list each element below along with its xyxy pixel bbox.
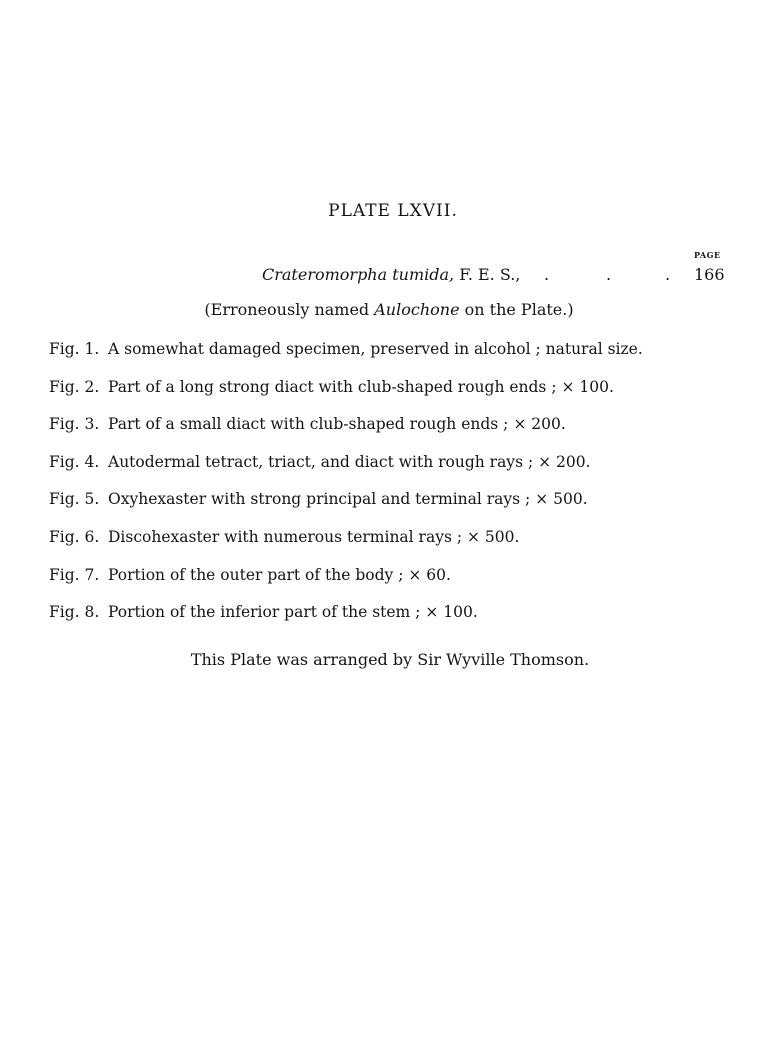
figure-description: Part of a small diact with club-shaped rough ends ; × 200.: [108, 415, 566, 434]
figure-item: [49, 453, 643, 491]
figure-label: Fig. 4.: [49, 452, 100, 471]
figure-item: [49, 415, 643, 453]
figure-list: [49, 340, 643, 641]
plate-title: PLATE LXVII.: [328, 201, 458, 221]
figure-label: Fig. 7.: [49, 565, 100, 584]
leader-dot: .: [544, 265, 550, 284]
figure-description: Oxyhexaster with strong principal and terminal rays ; × 500.: [108, 490, 588, 509]
figure-item: [49, 603, 643, 641]
leader-dot: .: [606, 265, 612, 284]
figure-label: Fig. 3.: [49, 415, 100, 434]
figure-label: Fig. 2.: [49, 377, 100, 396]
figure-item: [49, 378, 643, 416]
page-column-label: PAGE: [694, 250, 721, 260]
page-number: 166: [694, 265, 725, 284]
figure-label: Fig. 5.: [49, 490, 100, 509]
figure-label: Fig. 8.: [49, 603, 100, 622]
note-suffix: on the Plate.): [459, 300, 574, 319]
plate-credit: This Plate was arranged by Sir Wyville Thomson.: [190, 650, 590, 669]
figure-description: Portion of the inferior part of the stem ; × 100.: [108, 603, 478, 622]
figure-item: [49, 490, 643, 528]
note-prefix: (Erroneously named: [204, 300, 375, 319]
leader-dot: .: [665, 265, 671, 284]
erroneous-name-note: [0, 300, 776, 319]
note-genus: Aulochone: [374, 300, 460, 319]
figure-label: Fig. 1.: [49, 340, 100, 358]
figure-label: Fig. 6.: [49, 527, 100, 546]
figure-description: Autodermal tetract, triact, and diact with rough rays ; × 200.: [108, 452, 591, 471]
species-heading: [262, 265, 520, 284]
species-authority: F. E. S.,: [459, 265, 521, 284]
figure-description: Part of a long strong diact with club-shaped rough ends ; × 100.: [108, 377, 614, 396]
figure-description: A somewhat damaged specimen, preserved in alcohol ; natural size.: [108, 340, 643, 358]
figure-item: [49, 340, 643, 378]
figure-description: Portion of the outer part of the body ; × 60.: [108, 565, 451, 584]
figure-description: Discohexaster with numerous terminal rays ; × 500.: [108, 527, 520, 546]
figure-item: [49, 528, 643, 566]
figure-item: [49, 566, 643, 604]
species-name: Crateromorpha tumida,: [262, 265, 455, 284]
